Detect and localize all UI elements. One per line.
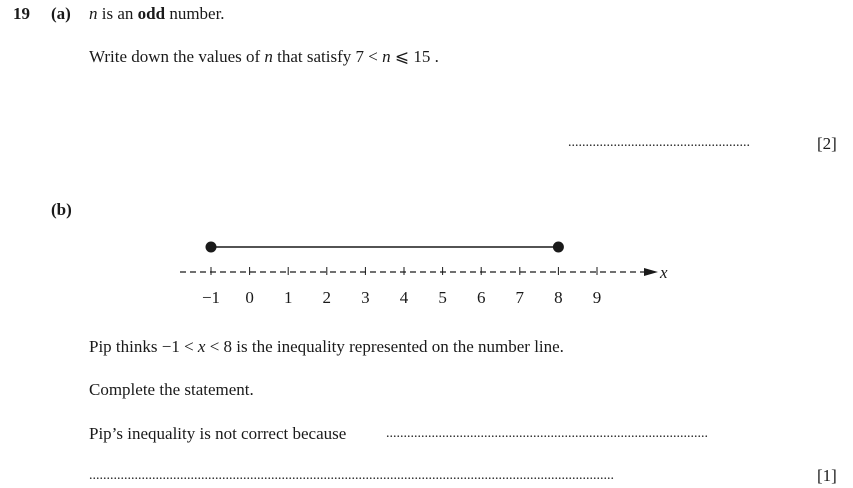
part-b-label: (b) (51, 200, 72, 219)
tick-label: 8 (554, 288, 563, 307)
question-number: 19 (13, 4, 30, 23)
axis-label-x: x (660, 263, 668, 282)
variable-n: n (89, 4, 98, 23)
tick-label: 7 (515, 288, 525, 307)
statement-prompt: Pip’s inequality is not correct because (89, 424, 347, 443)
pip-claim (89, 337, 564, 357)
tick-label: 5 (438, 288, 447, 307)
instruction-text: that satisfy 7 < (272, 47, 383, 66)
number-line-labels (202, 288, 601, 307)
tick-label: 9 (592, 288, 602, 307)
tick-label: 0 (245, 288, 254, 307)
right-endpoint-filled-dot (553, 242, 564, 253)
intro-end: number. (165, 4, 225, 23)
variable-n: n (382, 47, 391, 66)
instruction-text: ⩽ 15 . (390, 47, 439, 66)
claim-text: Pip thinks −1 < (89, 337, 198, 356)
tick-label: −1 (201, 288, 221, 307)
claim-text: < 8 is the inequality represented on the number line. (205, 337, 564, 356)
answer-line-a[interactable]: .................................................... (568, 135, 750, 150)
task-instruction: Complete the statement. (89, 380, 254, 399)
answer-line-b1[interactable]: ............................................................................................ (386, 426, 708, 441)
tick-label: 2 (322, 288, 332, 307)
instruction-text: Write down the values of (89, 47, 265, 66)
tick-label: 1 (283, 288, 293, 307)
answer-line-b2[interactable]: ...................................................................................................................................................... (89, 468, 614, 483)
marks-a: [2] (817, 134, 837, 153)
left-endpoint-filled-dot (206, 242, 217, 253)
variable-n: n (264, 47, 273, 66)
tick-label: 4 (399, 288, 409, 307)
part-a-label: (a) (51, 4, 71, 23)
tick-label: 3 (361, 288, 370, 307)
intro-bold-word: odd (137, 4, 166, 23)
marks-b: [1] (817, 466, 837, 485)
intro-text: is an (97, 4, 138, 23)
number-line-arrow (644, 268, 658, 276)
tick-label: 6 (476, 288, 486, 307)
variable-x: x (197, 337, 206, 356)
number-line-ticks (211, 267, 597, 275)
